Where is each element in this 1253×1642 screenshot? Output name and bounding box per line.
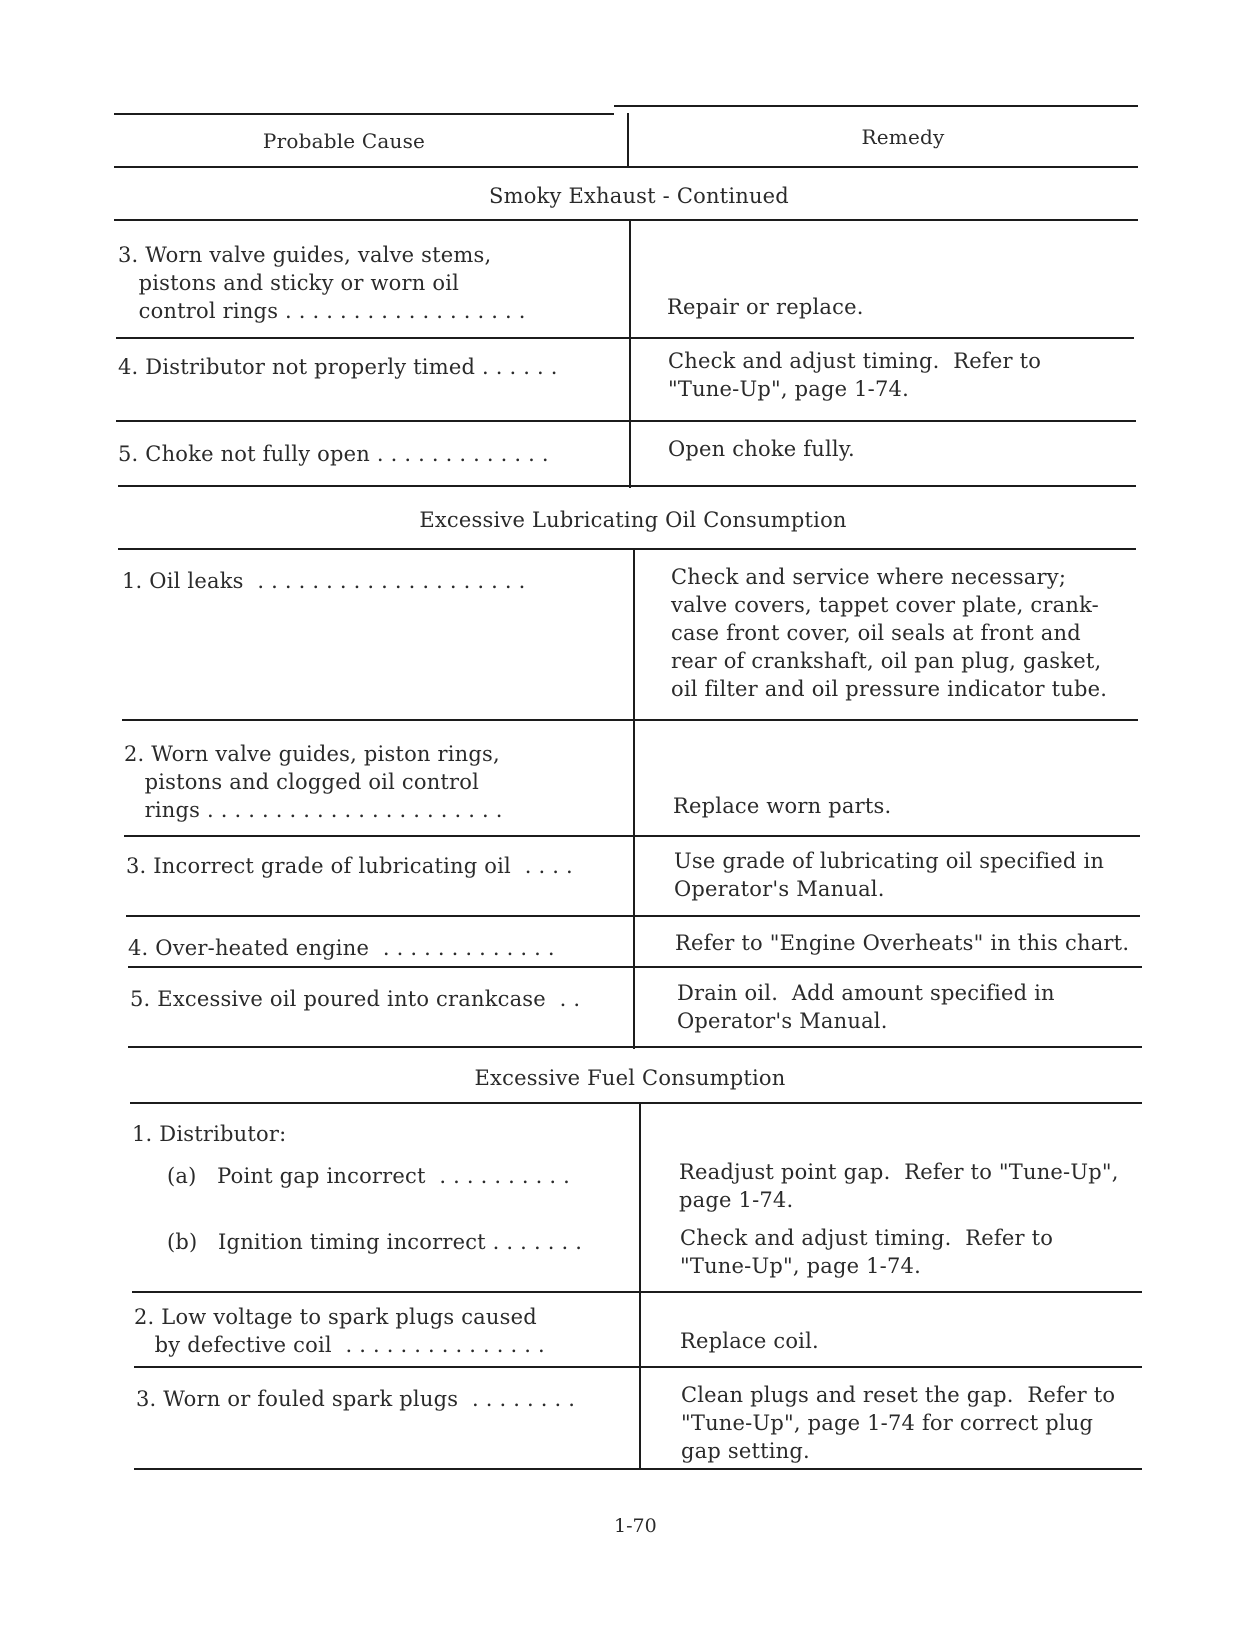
remedy-line: Use grade of lubricating oil specified in [674,849,1105,873]
remedy-line: Clean plugs and reset the gap. Refer to [681,1383,1116,1407]
cause-line: 3. Worn or fouled spark plugs . . . . . . . . [136,1387,576,1411]
remedy-header: Remedy [861,125,945,149]
remedy-line: case front cover, oil seals at front and [671,621,1081,645]
cause-line: 3. Incorrect grade of lubricating oil . . . . [126,854,573,878]
cause-line: by defective coil . . . . . . . . . . . . . . . [134,1333,545,1357]
column-divider [639,1103,641,1469]
row-rule [126,915,1140,917]
row-rule [122,719,1138,721]
cause-line: 1. Oil leaks . . . . . . . . . . . . . . . . . . . . [122,569,526,593]
section-rule [118,548,1136,550]
cause-line: (b) Ignition timing incorrect . . . . . . . [167,1230,583,1254]
cause-line: pistons and clogged oil control [124,770,480,794]
remedy-line: Replace coil. [680,1329,819,1353]
remedy-line: page 1-74. [679,1188,794,1212]
cause-line: rings . . . . . . . . . . . . . . . . . . . . . . [124,798,503,822]
page-number: 1-70 [614,1515,657,1537]
column-divider [633,549,635,1049]
remedy-line: Refer to "Engine Overheats" in this chart. [675,931,1130,955]
remedy-line: Readjust point gap. Refer to "Tune-Up", [679,1160,1119,1184]
section-title-oil-consumption: Excessive Lubricating Oil Consumption [419,508,847,532]
remedy-line: Check and service where necessary; [671,565,1067,589]
row-rule [116,337,1134,339]
remedy-line: valve covers, tappet cover plate, crank- [671,593,1099,617]
row-rule [128,966,1142,968]
row-rule [134,1366,1142,1368]
remedy-line: "Tune-Up", page 1-74. [668,377,909,401]
remedy-line: oil filter and oil pressure indicator tube. [671,677,1108,701]
remedy-line: Check and adjust timing. Refer to [668,349,1042,373]
cause-line: 4. Distributor not properly timed . . . . . . [118,355,558,379]
section-title-smoky-exhaust: Smoky Exhaust - Continued [489,184,789,208]
remedy-line: Open choke fully. [668,437,855,461]
remedy-line: Check and adjust timing. Refer to [680,1226,1054,1250]
row-rule [128,1046,1142,1048]
header-bottom-rule [114,166,1138,168]
section-title-fuel-consumption: Excessive Fuel Consumption [474,1066,786,1090]
row-rule [118,485,1136,487]
remedy-line: "Tune-Up", page 1-74 for correct plug [681,1411,1094,1435]
remedy-line: Operator's Manual. [677,1009,888,1033]
table-bottom-rule [134,1468,1142,1470]
row-rule [132,1291,1142,1293]
cause-line: (a) Point gap incorrect . . . . . . . . . . [167,1164,571,1188]
section-rule [114,219,1138,221]
table-top-rule-right [614,105,1138,107]
remedy-line: Replace worn parts. [673,794,892,818]
cause-line: 2. Worn valve guides, piston rings, [124,742,500,766]
cause-line: pistons and sticky or worn oil [118,271,460,295]
cause-line: 3. Worn valve guides, valve stems, [118,243,492,267]
cause-line: 1. Distributor: [132,1122,287,1146]
probable-cause-header: Probable Cause [262,129,426,153]
section-rule [130,1102,1142,1104]
column-divider [629,220,631,488]
remedy-line: Drain oil. Add amount specified in [677,981,1055,1005]
cause-line: 5. Choke not fully open . . . . . . . . . . . . . [118,442,549,466]
table-top-rule [114,113,614,115]
cause-line: 4. Over-heated engine . . . . . . . . . . . . . [128,936,555,960]
row-rule [124,835,1140,837]
cause-line: 5. Excessive oil poured into crankcase . . [130,987,581,1011]
remedy-line: "Tune-Up", page 1-74. [680,1254,921,1278]
cause-line: 2. Low voltage to spark plugs caused [134,1305,537,1329]
row-rule [116,420,1136,422]
remedy-line: rear of crankshaft, oil pan plug, gasket, [671,649,1102,673]
cause-line: control rings . . . . . . . . . . . . . . . . . . [118,299,526,323]
remedy-line: Operator's Manual. [674,877,885,901]
remedy-line: gap setting. [681,1439,810,1463]
remedy-line: Repair or replace. [667,295,864,319]
